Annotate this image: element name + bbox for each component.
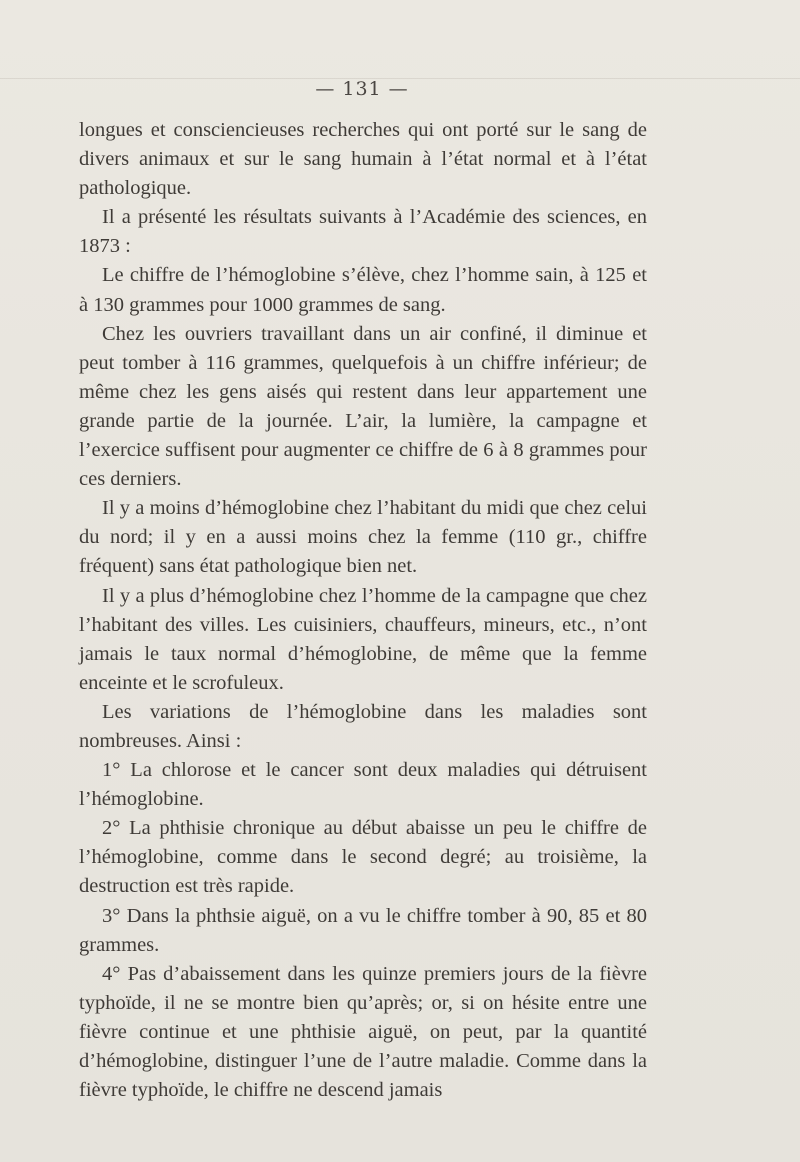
- paragraph: Le chiffre de l’hémoglobine s’élève, chez l’homme sain, à 125 et à 130 grammes pour 1000 grammes de sang.: [79, 264, 647, 316]
- list-item: 4° Pas d’abaissement dans les quinze premiers jours de la fièvre typhoïde, il ne se montre bien qu’après; or, si on hésite entre une fièvre continue et une phthisie aiguë, on peut, par la quantité d’hémoglobine, distinguer l’une de l’autre maladie. Comme dans la fièvre typhoïde, le chiffre ne descend jamais: [79, 962, 647, 1102]
- paragraph: Les variations de l’hémoglobine dans les maladies sont nombreuses. Ainsi :: [79, 700, 647, 752]
- paragraph-continuation: longues et consciencieuses recherches qui ont porté sur le sang de divers animaux et sur le sang humain à l’état normal et à l’état pathologique.: [79, 119, 647, 200]
- paragraph: Chez les ouvriers travaillant dans un air confiné, il diminue et peut tomber à 116 grammes, quelquefois à un chiffre inférieur; de même chez les gens aisés qui restent dans leur appartement une grande partie de la journée. L’air, la lumière, la campagne et l’exercice suffisent pour augmenter ce chiffre de 6 à 8 grammes pour ces derniers.: [79, 322, 647, 491]
- paragraph: Il y a plus d’hémoglobine chez l’homme de la campagne que chez l’habitant des villes. Les cuisiniers, chauffeurs, mineurs, etc., n’ont jamais le taux normal d’hémoglobine, de même que la femme enceinte et le scrofuleux.: [79, 584, 647, 694]
- list-item: 1° La chlorose et le cancer sont deux maladies qui détruisent l’hémoglobine.: [79, 759, 647, 811]
- page-number: — 131 —: [315, 78, 409, 100]
- list-item: 2° La phthisie chronique au début abaisse un peu le chiffre de l’hémoglobine, comme dans le second degré; au troisième, la destruction est très rapide.: [79, 817, 647, 898]
- body-text: [79, 116, 647, 1105]
- paragraph: Il a présenté les résultats suivants à l’Académie des sciences, en 1873 :: [79, 206, 647, 258]
- paragraph: Il y a moins d’hémoglobine chez l’habitant du midi que chez celui du nord; il y en a aussi moins chez la femme (110 gr., chiffre fréquent) sans état pathologique bien net.: [79, 497, 647, 578]
- list-item: 3° Dans la phthsie aiguë, on a vu le chiffre tomber à 90, 85 et 80 grammes.: [79, 904, 647, 956]
